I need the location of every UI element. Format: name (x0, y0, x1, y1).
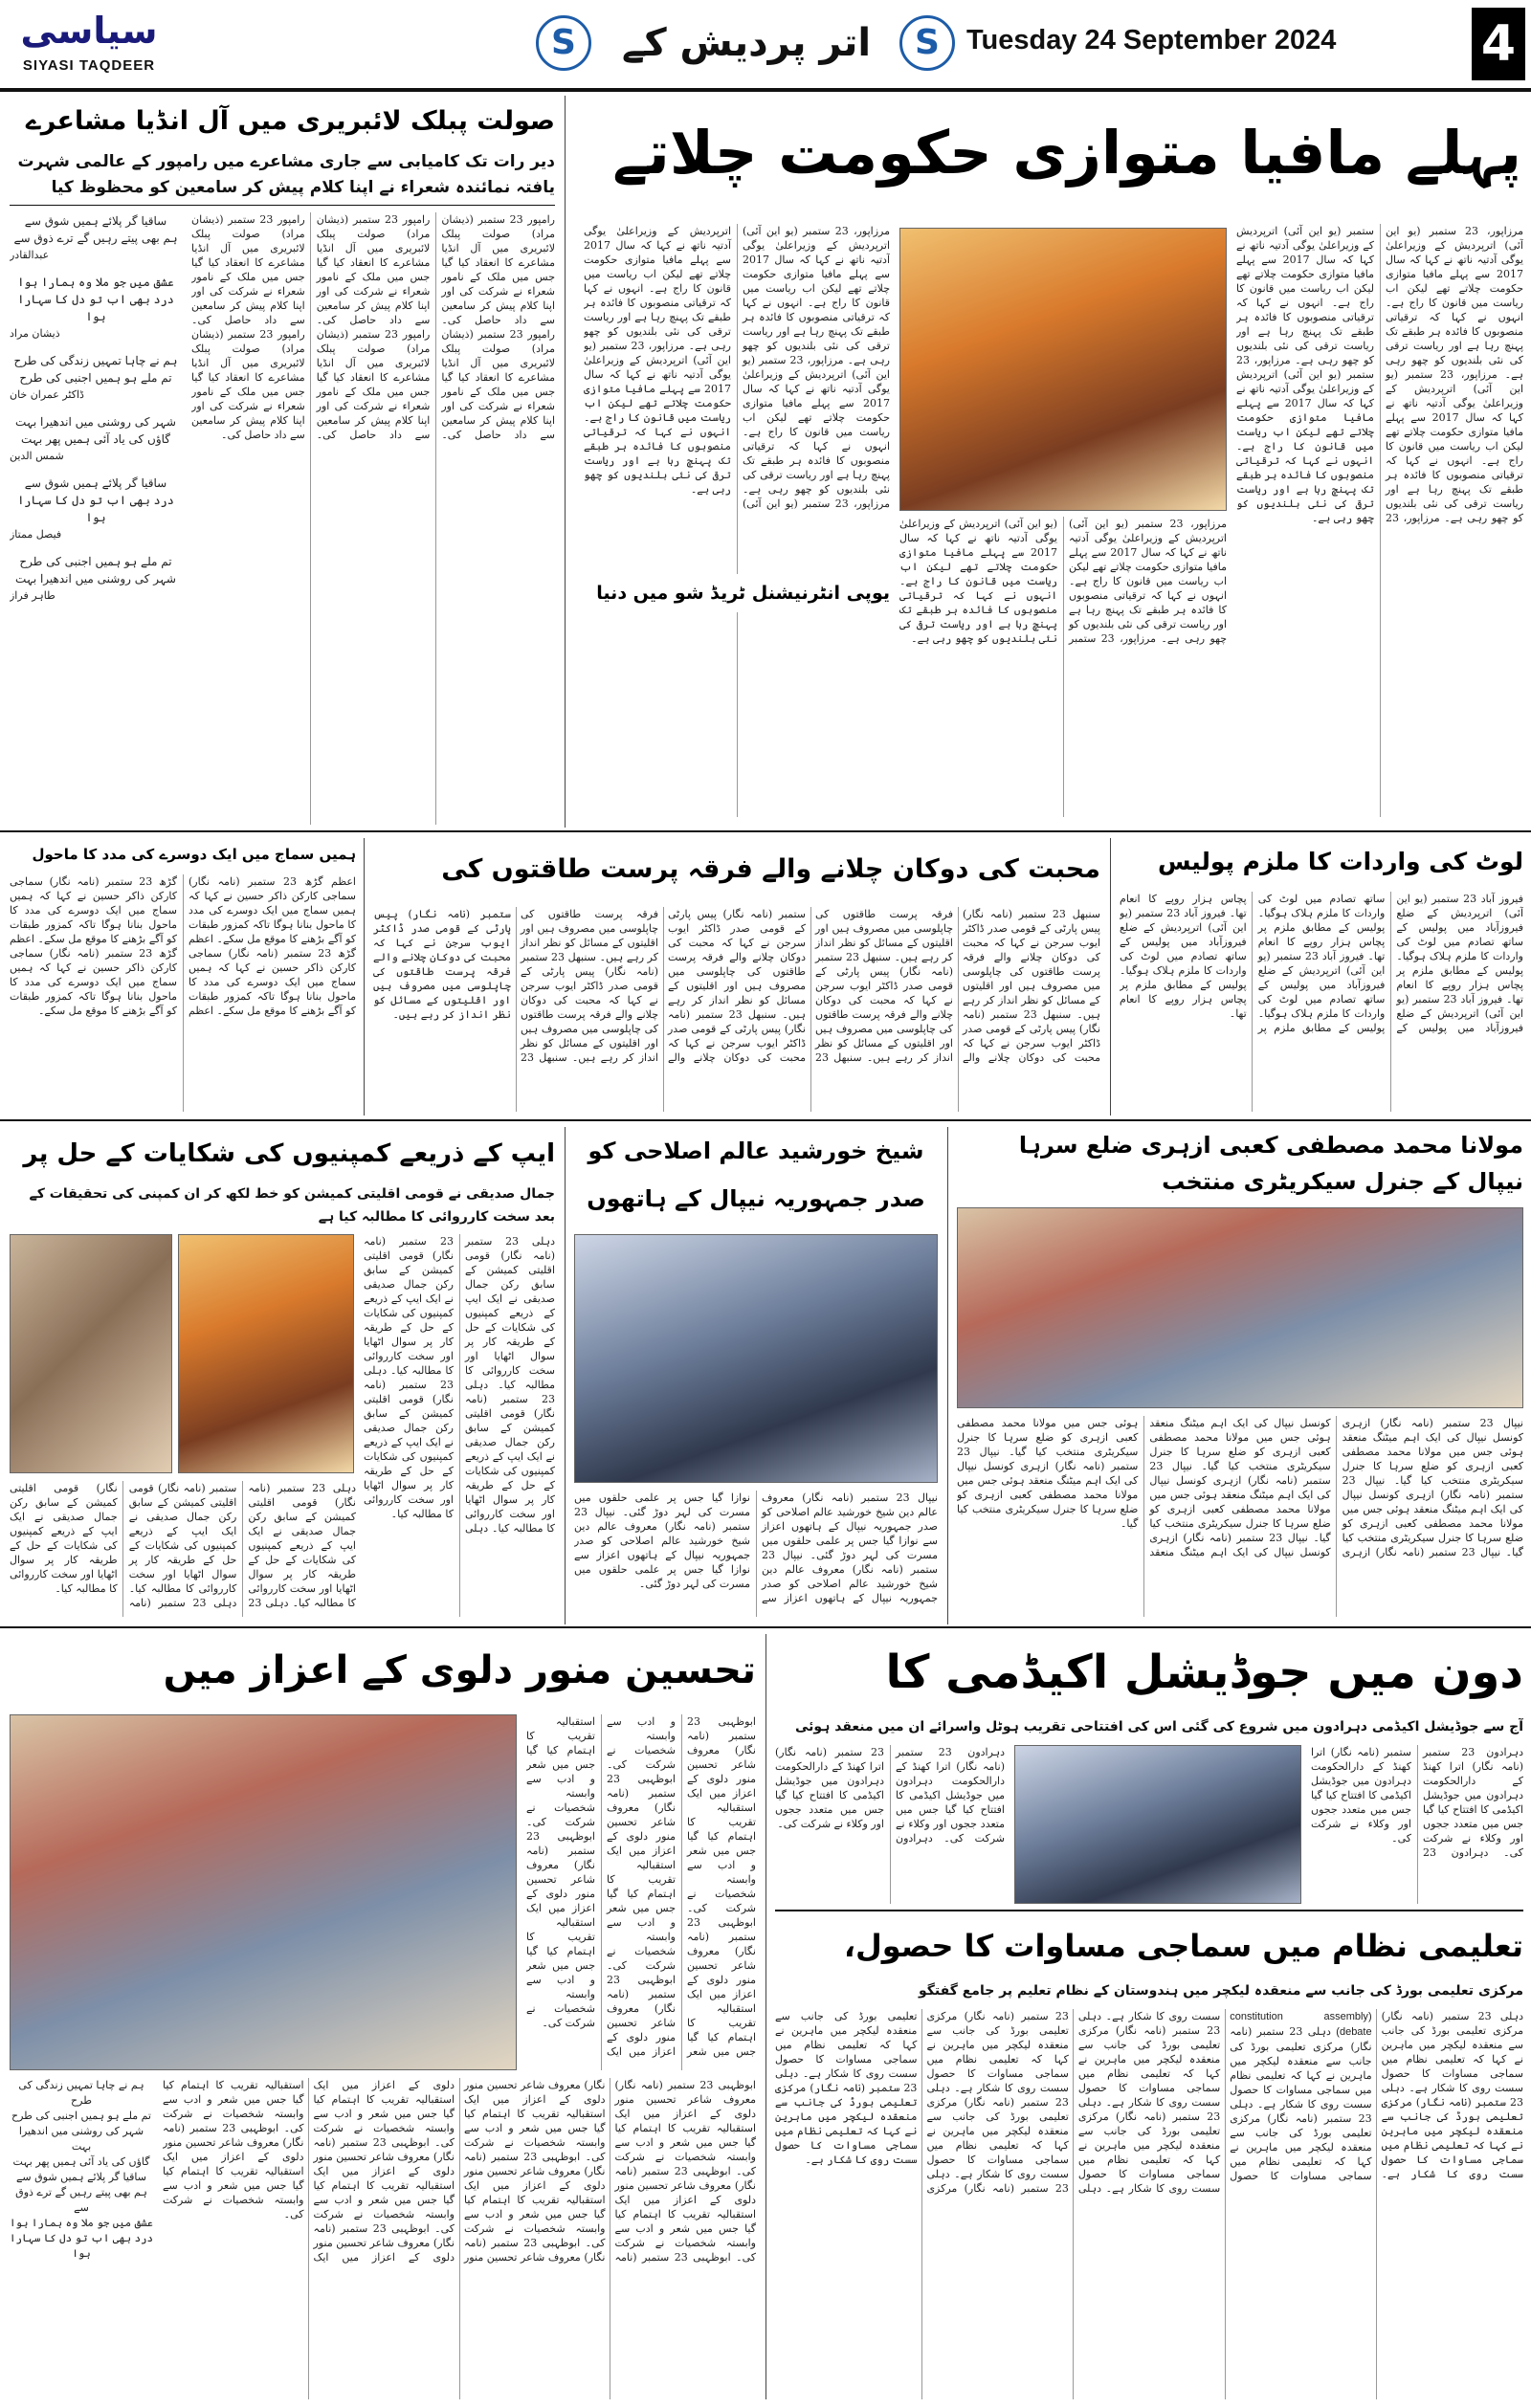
lead-body: مرزاپور، 23 ستمبر (یو این آئی) اترپردیش کے وزیراعلیٰ یوگی آدتیہ ناتھ نے کہا کہ سال 2017 سے پہلے مافیا متوازی حکومت چلاتے تھے لیکن اب ریاست میں قانون کا راج ہے۔ انہوں نے کہا کہ ترقیاتی منصوبوں کا فائدہ ہر طبقے تک پہنچ رہا ہے اور ریاست ترقی کی نئی بلندیوں کو چھو رہی ہے۔ مرزاپور، 23 ستمبر (یو این آئی) اترپردیش کے وزیراعلیٰ یوگی آدتیہ ناتھ نے کہا کہ سال 2017 سے پہلے مافیا متوازی حکومت چلاتے تھے لیکن اب ریاست میں قانون کا راج ہے۔ انہوں نے کہا کہ ترقیاتی منصوبوں کا فائدہ ہر طبقے تک پہنچ رہا ہے اور ریاست ترقی کی نئی بلندیوں کو چھو رہی ہے۔ مرزاپور، 23 ستمبر (یو این آئی) اترپردیش کے وزیراعلیٰ یوگی آدتیہ ناتھ نے کہا کہ سال 2017 سے پہلے مافیا متوازی حکومت چلاتے تھے لیکن اب ریاست میں قانون کا راج ہے۔ انہوں نے کہا کہ ترقیاتی منصوبوں کا فائدہ ہر طبقے تک پہنچ رہا ہے اور ریاست ترقی کی نئی بلندیوں کو چھو رہی ہے۔ مرزاپور، 23 ستمبر (یو این آئی) اترپردیش کے وزیراعلیٰ یوگی آدتیہ ناتھ نے کہا کہ سال 2017 سے پہلے مافیا متوازی حکومت چلاتے تھے لیکن اب ریاست میں قانون کا راج ہے۔ انہوں نے کہا کہ ترقیاتی منصوبوں کا فائدہ ہر طبقے تک پہنچ رہا ہے اور ریاست ترقی کی نئی بلندیوں کو چھو رہی ہے۔ (1236, 225, 1523, 524)
paper-logo-urdu: سیاسی (20, 10, 158, 52)
column-rule (364, 838, 365, 1116)
paper-logo (8, 4, 170, 84)
column-rule (565, 96, 566, 828)
column-rule (947, 1127, 948, 1624)
tehseen-headline: تحسین منور دلوی کے اعزاز میں (163, 1648, 756, 1692)
poem-line: ساقیا گر پلائے ہمیں شوق سے (24, 214, 167, 228)
logo-mark-right-icon: S (899, 15, 955, 71)
poem-line: ہم نے چاہا تمہیں زندگی کی طرح (18, 2079, 144, 2107)
mustafa-headline: مولانا محمد مصطفی کعبی ازہری ضلع سرہا نیپال کے جنرل سیکریٹری منتخب (1018, 1132, 1523, 1195)
poem-line: گاؤں کی یاد آئی ہمیں پھر بہت (21, 432, 170, 446)
education-headline: تعلیمی نظام میں سماجی مساوات کا حصول، (843, 1928, 1523, 1964)
poem-line: شہر کی روشنی میں اندھیرا بہت (15, 415, 176, 429)
judicial-body-right: دہرادون 23 ستمبر (نامہ نگار) اترا کھنڈ کے دارالحکومت دہرادون میں جوڈیشل اکیڈمی کا افتتاح کیا گیا جس میں متعدد ججوں اور وکلاء نے شرکت کی۔ دہرادون 23 ستمبر (نامہ نگار) اترا کھنڈ کے دارالحکومت دہرادون میں جوڈیشل اکیڈمی کا افتتاح کیا گیا جس میں متعدد ججوں اور وکلاء نے شرکت کی۔ (1311, 1746, 1523, 1859)
judicial-photo (1014, 1745, 1301, 1904)
trade-show-headline: یوپی انٹرنیشنل ٹریڈ شو میں دنیا (584, 574, 890, 612)
app-body: دہلی 23 ستمبر (نامہ نگار) قومی اقلیتی کمیشن کے سابق رکن جمال صدیقی نے ایک ایپ کے ذریعے کمپنیوں کی شکایات کے حل کے طریقہ کار پر سوال اٹھایا اور سخت کارروائی کا مطالبہ کیا۔ دہلی 23 ستمبر (نامہ نگار) قومی اقلیتی کمیشن کے سابق رکن جمال صدیقی نے ایک ایپ کے ذریعے کمپنیوں کی شکایات کے حل کے طریقہ کار پر سوال اٹھایا اور سخت کارروائی کا مطالبہ کیا۔ دہلی 23 ستمبر (نامہ نگار) قومی اقلیتی کمیشن کے سابق رکن جمال صدیقی نے ایک ایپ کے ذریعے کمپنیوں کی شکایات کے حل کے طریقہ کار پر سوال اٹھایا اور سخت کارروائی کا مطالبہ کیا۔ دہلی 23 ستمبر (نامہ نگار) قومی اقلیتی کمیشن کے سابق رکن جمال صدیقی نے ایک ایپ کے ذریعے کمپنیوں کی شکایات کے حل کے طریقہ کار پر سوال اٹھایا اور سخت کارروائی کا مطالبہ کیا۔ (364, 1235, 555, 1535)
tehseen-body-continued: ابوظہبی 23 ستمبر (نامہ نگار) معروف شاعر تحسین منور دلوی کے اعزاز میں ایک استقبالیہ تقریب کا اہتمام کیا گیا جس میں شعر و ادب سے وابستہ شخصیات نے شرکت کی۔ ابوظہبی 23 ستمبر (نامہ نگار) معروف شاعر تحسین منور دلوی کے اعزاز میں ایک استقبالیہ تقریب کا اہتمام کیا گیا جس میں شعر و ادب سے وابستہ شخصیات نے شرکت کی۔ ابوظہبی 23 ستمبر (نامہ نگار) معروف شاعر تحسین منور دلوی کے اعزاز میں ایک استقبالیہ تقریب کا اہتمام کیا گیا جس میں شعر و ادب سے وابستہ شخصیات نے شرکت کی۔ ابوظہبی 23 ستمبر (نامہ نگار) معروف شاعر تحسین منور دلوی کے اعزاز میں ایک استقبالیہ تقریب کا اہتمام کیا گیا جس میں شعر و ادب سے وابستہ شخصیات نے شرکت کی۔ ابوظہبی 23 ستمبر (نامہ نگار) معروف شاعر تحسین منور دلوی کے اعزاز میں ایک استقبالیہ تقریب کا اہتمام کیا گیا جس میں شعر و ادب سے وابستہ شخصیات نے شرکت کی۔ ابوظہبی 23 ستمبر (نامہ نگار) معروف شاعر تحسین منور دلوی کے اعزاز میں ایک استقبالیہ تقریب کا اہتمام کیا گیا جس میں شعر و ادب سے وابستہ شخصیات نے شرکت کی۔ ابوظہبی 23 ستمبر (نامہ نگار) معروف شاعر تحسین منور دلوی کے اعزاز میں ایک استقبالیہ تقریب کا اہتمام کیا گیا جس میں شعر و ادب سے وابستہ شخصیات نے شرکت کی۔ ابوظہبی 23 ستمبر (نامہ نگار) معروف شاعر تحسین منور دلوی کے اعزاز میں ایک استقبالیہ تقریب کا اہتمام کیا گیا جس میں شعر و ادب سے وابستہ شخصیات نے شرکت کی۔ (163, 2079, 756, 2264)
encounter-body: فیروز آباد 23 ستمبر (یو این آئی) اترپردیش کے ضلع فیروزآباد میں پولیس کے ساتھ تصادم میں لوٹ کی واردات کا ملزم ہلاک ہوگیا۔ پولیس کے مطابق ملزم پر پچاس ہزار روپے کا انعام تھا۔ فیروز آباد 23 ستمبر (یو این آئی) اترپردیش کے ضلع فیروزآباد میں پولیس کے ساتھ تصادم میں لوٹ کی واردات کا ملزم ہلاک ہوگیا۔ پولیس کے مطابق ملزم پر پچاس ہزار روپے کا انعام تھا۔ فیروز آباد 23 ستمبر (یو این آئی) اترپردیش کے ضلع فیروزآباد میں پولیس کے ساتھ تصادم میں لوٹ کی واردات کا ملزم ہلاک ہوگیا۔ پولیس کے مطابق ملزم پر پچاس ہزار روپے کا انعام تھا۔ فیروز آباد 23 ستمبر (یو این آئی) اترپردیش کے ضلع فیروزآباد میں پولیس کے ساتھ تصادم میں لوٹ کی واردات کا ملزم ہلاک ہوگیا۔ پولیس کے مطابق ملزم پر پچاس ہزار روپے کا انعام تھا۔ (1120, 893, 1523, 1034)
poem-line: گاؤں کی یاد آئی ہمیں پھر بہت (12, 2155, 150, 2168)
judicial-body-left: دہرادون 23 ستمبر (نامہ نگار) اترا کھنڈ کے دارالحکومت دہرادون میں جوڈیشل اکیڈمی کا افتتاح کیا گیا جس میں متعدد ججوں اور وکلاء نے شرکت کی۔ دہرادون 23 ستمبر (نامہ نگار) اترا کھنڈ کے دارالحکومت دہرادون میں جوڈیشل اکیڈمی کا افتتاح کیا گیا جس میں متعدد ججوں اور وکلاء نے شرکت کی۔ (775, 1746, 1005, 1845)
lead-body-below-photo: مرزاپور، 23 ستمبر (یو این آئی) اترپردیش کے وزیراعلیٰ یوگی آدتیہ ناتھ نے کہا کہ سال 2017 سے پہلے مافیا متوازی حکومت چلاتے تھے لیکن اب ریاست میں قانون کا راج ہے۔ انہوں نے کہا کہ ترقیاتی منصوبوں کا فائدہ ہر طبقے تک پہنچ رہا ہے اور ریاست ترقی کی نئی بلندیوں کو چھو رہی ہے۔ مرزاپور، 23 ستمبر (یو این آئی) اترپردیش کے وزیراعلیٰ یوگی آدتیہ ناتھ نے کہا کہ سال 2017 سے پہلے مافیا متوازی حکومت چلاتے تھے لیکن اب ریاست میں قانون کا راج ہے۔ انہوں نے کہا کہ ترقیاتی منصوبوں کا فائدہ ہر طبقے تک پہنچ رہا ہے اور ریاست ترقی کی نئی بلندیوں کو چھو رہی ہے۔ (899, 518, 1227, 645)
poem-line: ساقیا گر پلائے ہمیں شوق سے (15, 2171, 146, 2183)
khursheed-headline: شیخ خورشید عالم اصلاحی کو صدر جمہوریہ نیپال کے ہاتھوں (587, 1138, 925, 1212)
lead-photo (899, 228, 1227, 511)
mushaira-headline: صولت پبلک لائبریری میں آل انڈیا مشاعرے (25, 106, 555, 136)
poem-line: شہر کی روشنی میں اندھیرا بہت (18, 2125, 144, 2153)
app-photo-right (178, 1234, 354, 1473)
poem-line: تم ملے ہو ہمیں اجنبی کی طرح (19, 555, 172, 568)
section-title: اتر پردیش کے (621, 21, 872, 65)
poem-line: درد بھی اب تو دل کا سہارا ہوا (10, 2232, 153, 2260)
poet-name: فیصل ممتاز (10, 528, 62, 541)
poem-line: ہم بھی پیتے رہیں گے ترے ذوق سے (13, 232, 178, 245)
education-body: دہلی 23 ستمبر (نامہ نگار) مرکزی تعلیمی بورڈ کی جانب سے منعقدہ لیکچر میں ماہرین نے کہا کہ تعلیمی نظام میں سماجی مساوات کا حصول سست روی کا شکار ہے۔ دہلی 23 ستمبر (نامہ نگار) مرکزی تعلیمی بورڈ کی جانب سے منعقدہ لیکچر میں ماہرین نے کہا کہ تعلیمی نظام میں سماجی مساوات کا حصول سست روی کا شکار ہے۔ (constitution assembly debate) دہلی 23 ستمبر (نامہ نگار) مرکزی تعلیمی بورڈ کی جانب سے منعقدہ لیکچر میں ماہرین نے کہا کہ تعلیمی نظام میں سماجی مساوات کا حصول سست روی کا شکار ہے۔ دہلی 23 ستمبر (نامہ نگار) مرکزی تعلیمی بورڈ کی جانب سے منعقدہ لیکچر میں ماہرین نے کہا کہ تعلیمی نظام میں سماجی مساوات کا حصول سست روی کا شکار ہے۔ دہلی 23 ستمبر (نامہ نگار) مرکزی تعلیمی بورڈ کی جانب سے منعقدہ لیکچر میں ماہرین نے کہا کہ تعلیمی نظام میں سماجی مساوات کا حصول سست روی کا شکار ہے۔ دہلی 23 ستمبر (نامہ نگار) مرکزی تعلیمی بورڈ کی جانب سے منعقدہ لیکچر میں ماہرین نے کہا کہ تعلیمی نظام میں سماجی مساوات کا حصول سست روی کا شکار ہے۔ دہلی 23 ستمبر (نامہ نگار) مرکزی تعلیمی بورڈ کی جانب سے منعقدہ لیکچر میں ماہرین نے کہا کہ تعلیمی نظام میں سماجی مساوات کا حصول سست روی کا شکار ہے۔ دہلی 23 ستمبر (نامہ نگار) مرکزی تعلیمی بورڈ کی جانب سے منعقدہ لیکچر میں ماہرین نے کہا کہ تعلیمی نظام میں سماجی مساوات کا حصول سست روی کا شکار ہے۔ دہلی 23 ستمبر (نامہ نگار) مرکزی تعلیمی بورڈ کی جانب سے منعقدہ لیکچر میں ماہرین نے کہا کہ تعلیمی نظام میں سماجی مساوات کا حصول سست روی کا شکار ہے۔ دہلی 23 ستمبر (نامہ نگار) مرکزی تعلیمی بورڈ کی جانب سے منعقدہ لیکچر میں ماہرین نے کہا کہ تعلیمی نظام میں سماجی مساوات کا حصول سست روی کا شکار ہے۔ (775, 2010, 1523, 2195)
section-rule (775, 1910, 1523, 1911)
mushaira-body: رامپور 23 ستمبر (ذیشان مراد) صولت پبلک لائبریری میں آل انڈیا مشاعرے کا انعقاد کیا گیا جس میں ملک کے نامور شعراء نے شرکت کی اور اپنا کلام پیش کر سامعین سے داد حاصل کی۔ رامپور 23 ستمبر (ذیشان مراد) صولت پبلک لائبریری میں آل انڈیا مشاعرے کا انعقاد کیا گیا جس میں ملک کے نامور شعراء نے شرکت کی اور اپنا کلام پیش کر سامعین سے داد حاصل کی۔ رامپور 23 ستمبر (ذیشان مراد) صولت پبلک لائبریری میں آل انڈیا مشاعرے کا انعقاد کیا گیا جس میں ملک کے نامور شعراء نے شرکت کی اور اپنا کلام پیش کر سامعین سے داد حاصل کی۔ رامپور 23 ستمبر (ذیشان مراد) صولت پبلک لائبریری میں آل انڈیا مشاعرے کا انعقاد کیا گیا جس میں ملک کے نامور شعراء نے شرکت کی اور اپنا کلام پیش کر سامعین سے داد حاصل کی۔ رامپور 23 ستمبر (ذیشان مراد) صولت پبلک لائبریری میں آل انڈیا مشاعرے کا انعقاد کیا گیا جس میں ملک کے نامور شعراء نے شرکت کی اور اپنا کلام پیش کر سامعین سے داد حاصل کی۔ رامپور 23 ستمبر (ذیشان مراد) صولت پبلک لائبریری میں آل انڈیا مشاعرے کا انعقاد کیا گیا جس میں ملک کے نامور شعراء نے شرکت کی اور اپنا کلام پیش کر سامعین سے داد حاصل کی۔ (191, 213, 555, 441)
khursheed-body: نیپال 23 ستمبر (نامہ نگار) معروف عالم دین شیخ خورشید عالم اصلاحی کو صدر جمہوریہ نیپال کے ہاتھوں اعزاز سے نوازا گیا جس پر علمی حلقوں میں مسرت کی لہر دوڑ گئی۔ نیپال 23 ستمبر (نامہ نگار) معروف عالم دین شیخ خورشید عالم اصلاحی کو صدر جمہوریہ نیپال کے ہاتھوں اعزاز سے نوازا گیا جس پر علمی حلقوں میں مسرت کی لہر دوڑ گئی۔ نیپال 23 ستمبر (نامہ نگار) معروف عالم دین شیخ خورشید عالم اصلاحی کو صدر جمہوریہ نیپال کے ہاتھوں اعزاز سے نوازا گیا جس پر علمی حلقوں میں مسرت کی لہر دوڑ گئی۔ (574, 1491, 938, 1604)
mushaira-poems (10, 212, 182, 825)
khursheed-photo (574, 1234, 938, 1483)
poem-line: ہم نے چاہا تمہیں زندگی کی طرح (13, 354, 178, 367)
poem-line: درد بھی اب تو دل کا سہارا ہوا (17, 494, 174, 524)
poet-name: ڈاکٹر عمران خان (10, 388, 84, 401)
mohabbat-headline: محبت کی دوکان چلانے والے فرقہ پرست طاقتوں کی (441, 854, 1100, 884)
poem-line: تم ملے ہو ہمیں اجنبی کی طرح (19, 371, 172, 385)
mushaira-subhead: دیر رات تک کامیابی سے جاری مشاعرے میں رامپور کے عالمی شہرت یافتہ نمائندہ شعراء نے اپنا کلام پیش کر سامعین کو محظوظ کیا (17, 152, 555, 197)
page-number (1472, 8, 1525, 80)
poem-line: درد بھی اب تو دل کا سہارا ہوا (17, 293, 174, 323)
section-rule (0, 1626, 1531, 1628)
poem-line: ہم بھی پیتے رہیں گے ترے ذوق سے (15, 2186, 147, 2214)
mushaira-rule (10, 205, 555, 206)
app-photo-left (10, 1234, 172, 1473)
mohabbat-body: سنبھل 23 ستمبر (نامہ نگار) پیس پارٹی کے قومی صدر ڈاکٹر ایوب سرجن نے کہا کہ محبت کی دوکان چلانے والے فرقہ پرست طاقتوں کی چاپلوسی میں مصروف ہیں اور اقلیتوں کے مسائل کو نظر انداز کر رہے ہیں۔ سنبھل 23 ستمبر (نامہ نگار) پیس پارٹی کے قومی صدر ڈاکٹر ایوب سرجن نے کہا کہ محبت کی دوکان چلانے والے فرقہ پرست طاقتوں کی چاپلوسی میں مصروف ہیں اور اقلیتوں کے مسائل کو نظر انداز کر رہے ہیں۔ سنبھل 23 ستمبر (نامہ نگار) پیس پارٹی کے قومی صدر ڈاکٹر ایوب سرجن نے کہا کہ محبت کی دوکان چلانے والے فرقہ پرست طاقتوں کی چاپلوسی میں مصروف ہیں اور اقلیتوں کے مسائل کو نظر انداز کر رہے ہیں۔ سنبھل 23 ستمبر (نامہ نگار) پیس پارٹی کے قومی صدر ڈاکٹر ایوب سرجن نے کہا کہ محبت کی دوکان چلانے والے فرقہ پرست طاقتوں کی چاپلوسی میں مصروف ہیں اور اقلیتوں کے مسائل کو نظر انداز کر رہے ہیں۔ سنبھل 23 ستمبر (نامہ نگار) پیس پارٹی کے قومی صدر ڈاکٹر ایوب سرجن نے کہا کہ محبت کی دوکان چلانے والے فرقہ پرست طاقتوں کی چاپلوسی میں مصروف ہیں اور اقلیتوں کے مسائل کو نظر انداز کر رہے ہیں۔ سنبھل 23 ستمبر (نامہ نگار) پیس پارٹی کے قومی صدر ڈاکٹر ایوب سرجن نے کہا کہ محبت کی دوکان چلانے والے فرقہ پرست طاقتوں کی چاپلوسی میں مصروف ہیں اور اقلیتوں کے مسائل کو نظر انداز کر رہے ہیں۔ سنبھل 23 ستمبر (نامہ نگار) پیس پارٹی کے قومی صدر ڈاکٹر ایوب سرجن نے کہا کہ محبت کی دوکان چلانے والے فرقہ پرست طاقتوں کی چاپلوسی میں مصروف ہیں اور اقلیتوں کے مسائل کو نظر انداز کر رہے ہیں۔ (373, 908, 1100, 1064)
tehseen-body: ابوظہبی 23 ستمبر (نامہ نگار) معروف شاعر تحسین منور دلوی کے اعزاز میں ایک استقبالیہ تقریب کا اہتمام کیا گیا جس میں شعر و ادب سے وابستہ شخصیات نے شرکت کی۔ ابوظہبی 23 ستمبر (نامہ نگار) معروف شاعر تحسین منور دلوی کے اعزاز میں ایک استقبالیہ تقریب کا اہتمام کیا گیا جس میں شعر و ادب سے وابستہ شخصیات نے شرکت کی۔ ابوظہبی 23 ستمبر (نامہ نگار) معروف شاعر تحسین منور دلوی کے اعزاز میں ایک استقبالیہ تقریب کا اہتمام کیا گیا جس میں شعر و ادب سے وابستہ شخصیات نے شرکت کی۔ ابوظہبی 23 ستمبر (نامہ نگار) معروف شاعر تحسین منور دلوی کے اعزاز میں ایک استقبالیہ تقریب کا اہتمام کیا گیا جس میں شعر و ادب سے وابستہ شخصیات نے شرکت کی۔ ابوظہبی 23 ستمبر (نامہ نگار) معروف شاعر تحسین منور دلوی کے اعزاز میں ایک استقبالیہ تقریب کا اہتمام کیا گیا جس میں شعر و ادب سے وابستہ شخصیات نے شرکت کی۔ (526, 1715, 756, 2058)
page-number-text: 4 (1480, 15, 1517, 73)
mustafa-body: نیپال 23 ستمبر (نامہ نگار) ازہری کونسل نیپال کی ایک اہم میٹنگ منعقد ہوئی جس میں مولانا محمد مصطفی کعبی ازہری کو ضلع سرہا کا جنرل سیکریٹری منتخب کیا گیا۔ نیپال 23 ستمبر (نامہ نگار) ازہری کونسل نیپال کی ایک اہم میٹنگ منعقد ہوئی جس میں مولانا محمد مصطفی کعبی ازہری کو ضلع سرہا کا جنرل سیکریٹری منتخب کیا گیا۔ نیپال 23 ستمبر (نامہ نگار) ازہری کونسل نیپال کی ایک اہم میٹنگ منعقد ہوئی جس میں مولانا محمد مصطفی کعبی ازہری کو ضلع سرہا کا جنرل سیکریٹری منتخب کیا گیا۔ نیپال 23 ستمبر (نامہ نگار) ازہری کونسل نیپال کی ایک اہم میٹنگ منعقد ہوئی جس میں مولانا محمد مصطفی کعبی ازہری کو ضلع سرہا کا جنرل سیکریٹری منتخب کیا گیا۔ نیپال 23 ستمبر (نامہ نگار) ازہری کونسل نیپال کی ایک اہم میٹنگ منعقد ہوئی جس میں مولانا محمد مصطفی کعبی ازہری کو ضلع سرہا کا جنرل سیکریٹری منتخب کیا گیا۔ نیپال 23 ستمبر (نامہ نگار) ازہری کونسل نیپال کی ایک اہم میٹنگ منعقد ہوئی جس میں مولانا محمد مصطفی کعبی ازہری کو ضلع سرہا کا جنرل سیکریٹری منتخب کیا گیا۔ (957, 1417, 1523, 1558)
judicial-subhead: آج سے جوڈیشل اکیڈمی دہرادون میں شروع کی گئی اس کی افتتاحی تقریب ہوٹل واسرائے ان میں منعقد ہوئی (794, 1719, 1523, 1734)
poem-line: تم ملے ہو ہمیں اجنبی کی طرح (11, 2110, 151, 2122)
app-headline: ایپ کے ذریعے کمپنیوں کی شکایات کے حل پر (23, 1139, 555, 1168)
section-rule (0, 830, 1531, 832)
tehseen-photo (10, 1714, 517, 2070)
app-body-continued: دہلی 23 ستمبر (نامہ نگار) قومی اقلیتی کمیشن کے سابق رکن جمال صدیقی نے ایک ایپ کے ذریعے کمپنیوں کی شکایات کے حل کے طریقہ کار پر سوال اٹھایا اور سخت کارروائی کا مطالبہ کیا۔ دہلی 23 ستمبر (نامہ نگار) قومی اقلیتی کمیشن کے سابق رکن جمال صدیقی نے ایک ایپ کے ذریعے کمپنیوں کی شکایات کے حل کے طریقہ کار پر سوال اٹھایا اور سخت کارروائی کا مطالبہ کیا۔ دہلی 23 ستمبر (نامہ نگار) قومی اقلیتی کمیشن کے سابق رکن جمال صدیقی نے ایک ایپ کے ذریعے کمپنیوں کی شکایات کے حل کے طریقہ کار پر سوال اٹھایا اور سخت کارروائی کا مطالبہ کیا۔ (10, 1482, 356, 1609)
poem-line: شہر کی روشنی میں اندھیرا بہت (15, 572, 176, 585)
poem-line: عشق میں جو ملا وہ ہمارا ہوا (10, 2217, 153, 2229)
masthead (0, 0, 1531, 88)
tehseen-poem (10, 2078, 153, 2399)
section-rule (0, 1119, 1531, 1121)
samaj-body: اعظم گڑھ 23 ستمبر (نامہ نگار) سماجی کارکن ذاکر حسین نے کہا کہ ہمیں سماج میں ایک دوسرے کی مدد کا ماحول بنانا ہوگا تاکہ کمزور طبقات کو آگے بڑھنے کا موقع مل سکے۔ اعظم گڑھ 23 ستمبر (نامہ نگار) سماجی کارکن ذاکر حسین نے کہا کہ ہمیں سماج میں ایک دوسرے کی مدد کا ماحول بنانا ہوگا تاکہ کمزور طبقات کو آگے بڑھنے کا موقع مل سکے۔ اعظم گڑھ 23 ستمبر (نامہ نگار) سماجی کارکن ذاکر حسین نے کہا کہ ہمیں سماج میں ایک دوسرے کی مدد کا ماحول بنانا ہوگا تاکہ کمزور طبقات کو آگے بڑھنے کا موقع مل سکے۔ اعظم گڑھ 23 ستمبر (نامہ نگار) سماجی کارکن ذاکر حسین نے کہا کہ ہمیں سماج میں ایک دوسرے کی مدد کا ماحول بنانا ہوگا تاکہ کمزور طبقات کو آگے بڑھنے کا موقع مل سکے۔ (10, 875, 356, 1017)
logo-mark-left-icon: S (536, 15, 591, 71)
judicial-headline: دون میں جوڈیشل اکیڈمی کا (885, 1646, 1523, 1699)
education-subhead: مرکزی تعلیمی بورڈ کی جانب سے منعقدہ لیکچر میں ہندوستان کے نظام تعلیم پر جامع گفتگو (919, 1983, 1523, 1999)
poet-name: ذیشان مراد (10, 327, 60, 340)
mustafa-photo (957, 1207, 1523, 1408)
masthead-rule (0, 88, 1531, 92)
samaj-headline: ہمیں سماج میں ایک دوسرے کی مدد کا ماحول (32, 846, 356, 863)
column-rule (1110, 838, 1111, 1116)
poet-name: طاہر فراز (10, 589, 55, 602)
lead-body-continued: مرزاپور، 23 ستمبر (یو این آئی) اترپردیش کے وزیراعلیٰ یوگی آدتیہ ناتھ نے کہا کہ سال 2017 سے پہلے مافیا متوازی حکومت چلاتے تھے لیکن اب ریاست میں قانون کا راج ہے۔ انہوں نے کہا کہ ترقیاتی منصوبوں کا فائدہ ہر طبقے تک پہنچ رہا ہے اور ریاست ترقی کی نئی بلندیوں کو چھو رہی ہے۔ مرزاپور، 23 ستمبر (یو این آئی) اترپردیش کے وزیراعلیٰ یوگی آدتیہ ناتھ نے کہا کہ سال 2017 سے پہلے مافیا متوازی حکومت چلاتے تھے لیکن اب ریاست میں قانون کا راج ہے۔ انہوں نے کہا کہ ترقیاتی منصوبوں کا فائدہ ہر طبقے تک پہنچ رہا ہے اور ریاست ترقی کی نئی بلندیوں کو چھو رہی ہے۔ مرزاپور، 23 ستمبر (یو این آئی) اترپردیش کے وزیراعلیٰ یوگی آدتیہ ناتھ نے کہا کہ سال 2017 سے پہلے مافیا متوازی حکومت چلاتے تھے لیکن اب ریاست میں قانون کا راج ہے۔ انہوں نے کہا کہ ترقیاتی منصوبوں کا فائدہ ہر طبقے تک پہنچ رہا ہے اور ریاست ترقی کی نئی بلندیوں کو چھو رہی ہے۔ مرزاپور، 23 ستمبر (یو این آئی) اترپردیش کے وزیراعلیٰ یوگی آدتیہ ناتھ نے کہا کہ سال 2017 سے پہلے مافیا متوازی حکومت چلاتے تھے لیکن اب ریاست میں قانون کا راج ہے۔ انہوں نے کہا کہ ترقیاتی منصوبوں کا فائدہ ہر طبقے تک پہنچ رہا ہے اور ریاست ترقی کی نئی بلندیوں کو چھو رہی ہے۔ (584, 225, 890, 510)
poet-name: عبدالقادر (10, 249, 50, 261)
poet-name: شمس الدین (10, 450, 64, 462)
column-rule (565, 1127, 566, 1624)
english-term: (constitution assembly debate) (1230, 2011, 1372, 2038)
poem-line: عشق میں جو ملا وہ ہمارا ہوا (17, 276, 174, 289)
issue-date: Tuesday 24 September 2024 (966, 25, 1337, 55)
encounter-headline: لوٹ کی واردات کا ملزم پولیس (1157, 848, 1523, 875)
app-subhead: جمال صدیقی نے قومی اقلیتی کمیشن کو خط لکھ کر ان کمپنی کی تحقیقات کے بعد سخت کارروائی کا مطالبہ کیا ہے (29, 1186, 555, 1225)
poem-line: ساقیا گر پلائے ہمیں شوق سے (24, 476, 167, 490)
paper-logo-latin: SIYASI TAQDEER (22, 57, 156, 74)
lead-headline: پہلے مافیا متوازی حکومت چلاتے (612, 118, 1521, 188)
